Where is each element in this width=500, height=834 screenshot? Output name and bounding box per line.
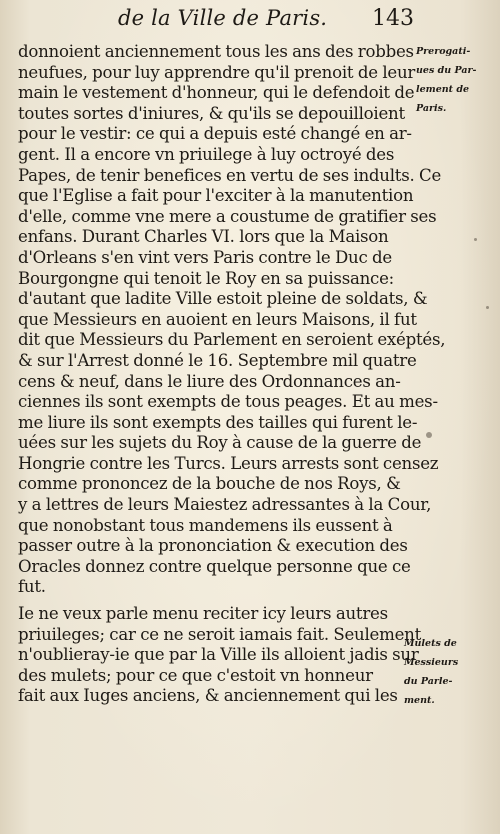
text-line: Hongrie contre les Turcs. Leurs arrests sont censez [18, 453, 439, 473]
ink-speck [474, 238, 477, 241]
text-line: que nonobstant tous mandemens ils eussent à [18, 515, 393, 535]
text-line: d'elle, comme vne mere a coustume de gratifier ses [18, 206, 437, 226]
text-line: fut. [18, 577, 46, 597]
text-line: comme prononcez de la bouche de nos Roys, & [18, 474, 401, 494]
text-line: toutes sortes d'iniures, & qu'ils se depouilloient [18, 103, 405, 123]
text-line: passer outre à la prononciation & execution des [18, 536, 408, 556]
text-line: des mulets; pour ce que c'estoit vn honneur [18, 665, 373, 685]
text-line: Ie ne veux parle menu reciter icy leurs autres [18, 604, 388, 624]
margin-note-line: Paris. [416, 103, 447, 114]
text-line: Papes, de tenir benefices en vertu de ses indults. Ce [18, 165, 442, 185]
text-line: n'oublieray-ie que par la Ville ils alloient jadis sur [18, 645, 419, 665]
text-line: & sur l'Arrest donné le 16. Septembre mil quatre [18, 350, 417, 370]
marginal-note-mulets [404, 634, 488, 710]
text-line: que l'Eglise a fait pour l'exciter à la manutention [18, 186, 414, 206]
page-number: 143 [372, 6, 414, 31]
running-title: de la Ville de Paris. [118, 6, 328, 30]
text-line: que Messieurs en auoient en leurs Maisons, il fut [18, 309, 417, 329]
text-line: pour le vestir: ce qui a depuis esté changé en ar- [18, 124, 412, 144]
ink-speck [426, 432, 432, 438]
margin-note-line: ment. [404, 695, 435, 706]
text-line: d'Orleans s'en vint vers Paris contre le Duc de [18, 247, 392, 267]
text-line: ciennes ils sont exempts de tous peages. Et au mes- [18, 392, 438, 412]
margin-note-line: Mulets de [404, 638, 457, 649]
text-line: uées sur les sujets du Roy à cause de la guerre de [18, 433, 422, 453]
text-line: dit que Messieurs du Parlement en seroient exéptés, [18, 330, 446, 350]
text-line: Oracles donnez contre quelque personne que ce [18, 556, 411, 576]
text-line: donnoient anciennement tous les ans des robbes [18, 42, 414, 61]
text-line: gent. Il a encore vn priuilege à luy octroyé des [18, 144, 395, 164]
text-line: d'autant que ladite Ville estoit pleine de soldats, & [18, 289, 428, 309]
margin-note-line: ues du Par- [416, 65, 477, 76]
margin-note-line: Prerogati- [416, 46, 471, 57]
text-line: me liure ils sont exempts des tailles qui furent le- [18, 412, 418, 432]
ink-speck [486, 306, 489, 309]
text-line: neufues, pour luy apprendre qu'il prenoit de leur [18, 62, 416, 82]
text-line: y a lettres de leurs Maiestez adressantes à la Cour, [18, 495, 432, 515]
text-line: priuileges; car ce ne seroit iamais fait. Seulement [18, 624, 422, 644]
margin-note-line: Messieurs [404, 657, 459, 668]
marginal-note-prerogatives [416, 42, 500, 118]
text-line: Bourgongne qui tenoit le Roy en sa puissance: [18, 268, 394, 288]
text-line: enfans. Durant Charles VI. lors que la Maison [18, 227, 389, 247]
margin-note-line: du Parle- [404, 676, 453, 687]
text-line: fait aux Iuges anciens, & anciennement qui les [18, 686, 398, 706]
text-line: main le vestement d'honneur, qui le defendoit de [18, 83, 415, 103]
margin-note-line: lement de [416, 84, 470, 95]
text-line: cens & neuf, dans le liure des Ordonnances an- [18, 371, 401, 391]
